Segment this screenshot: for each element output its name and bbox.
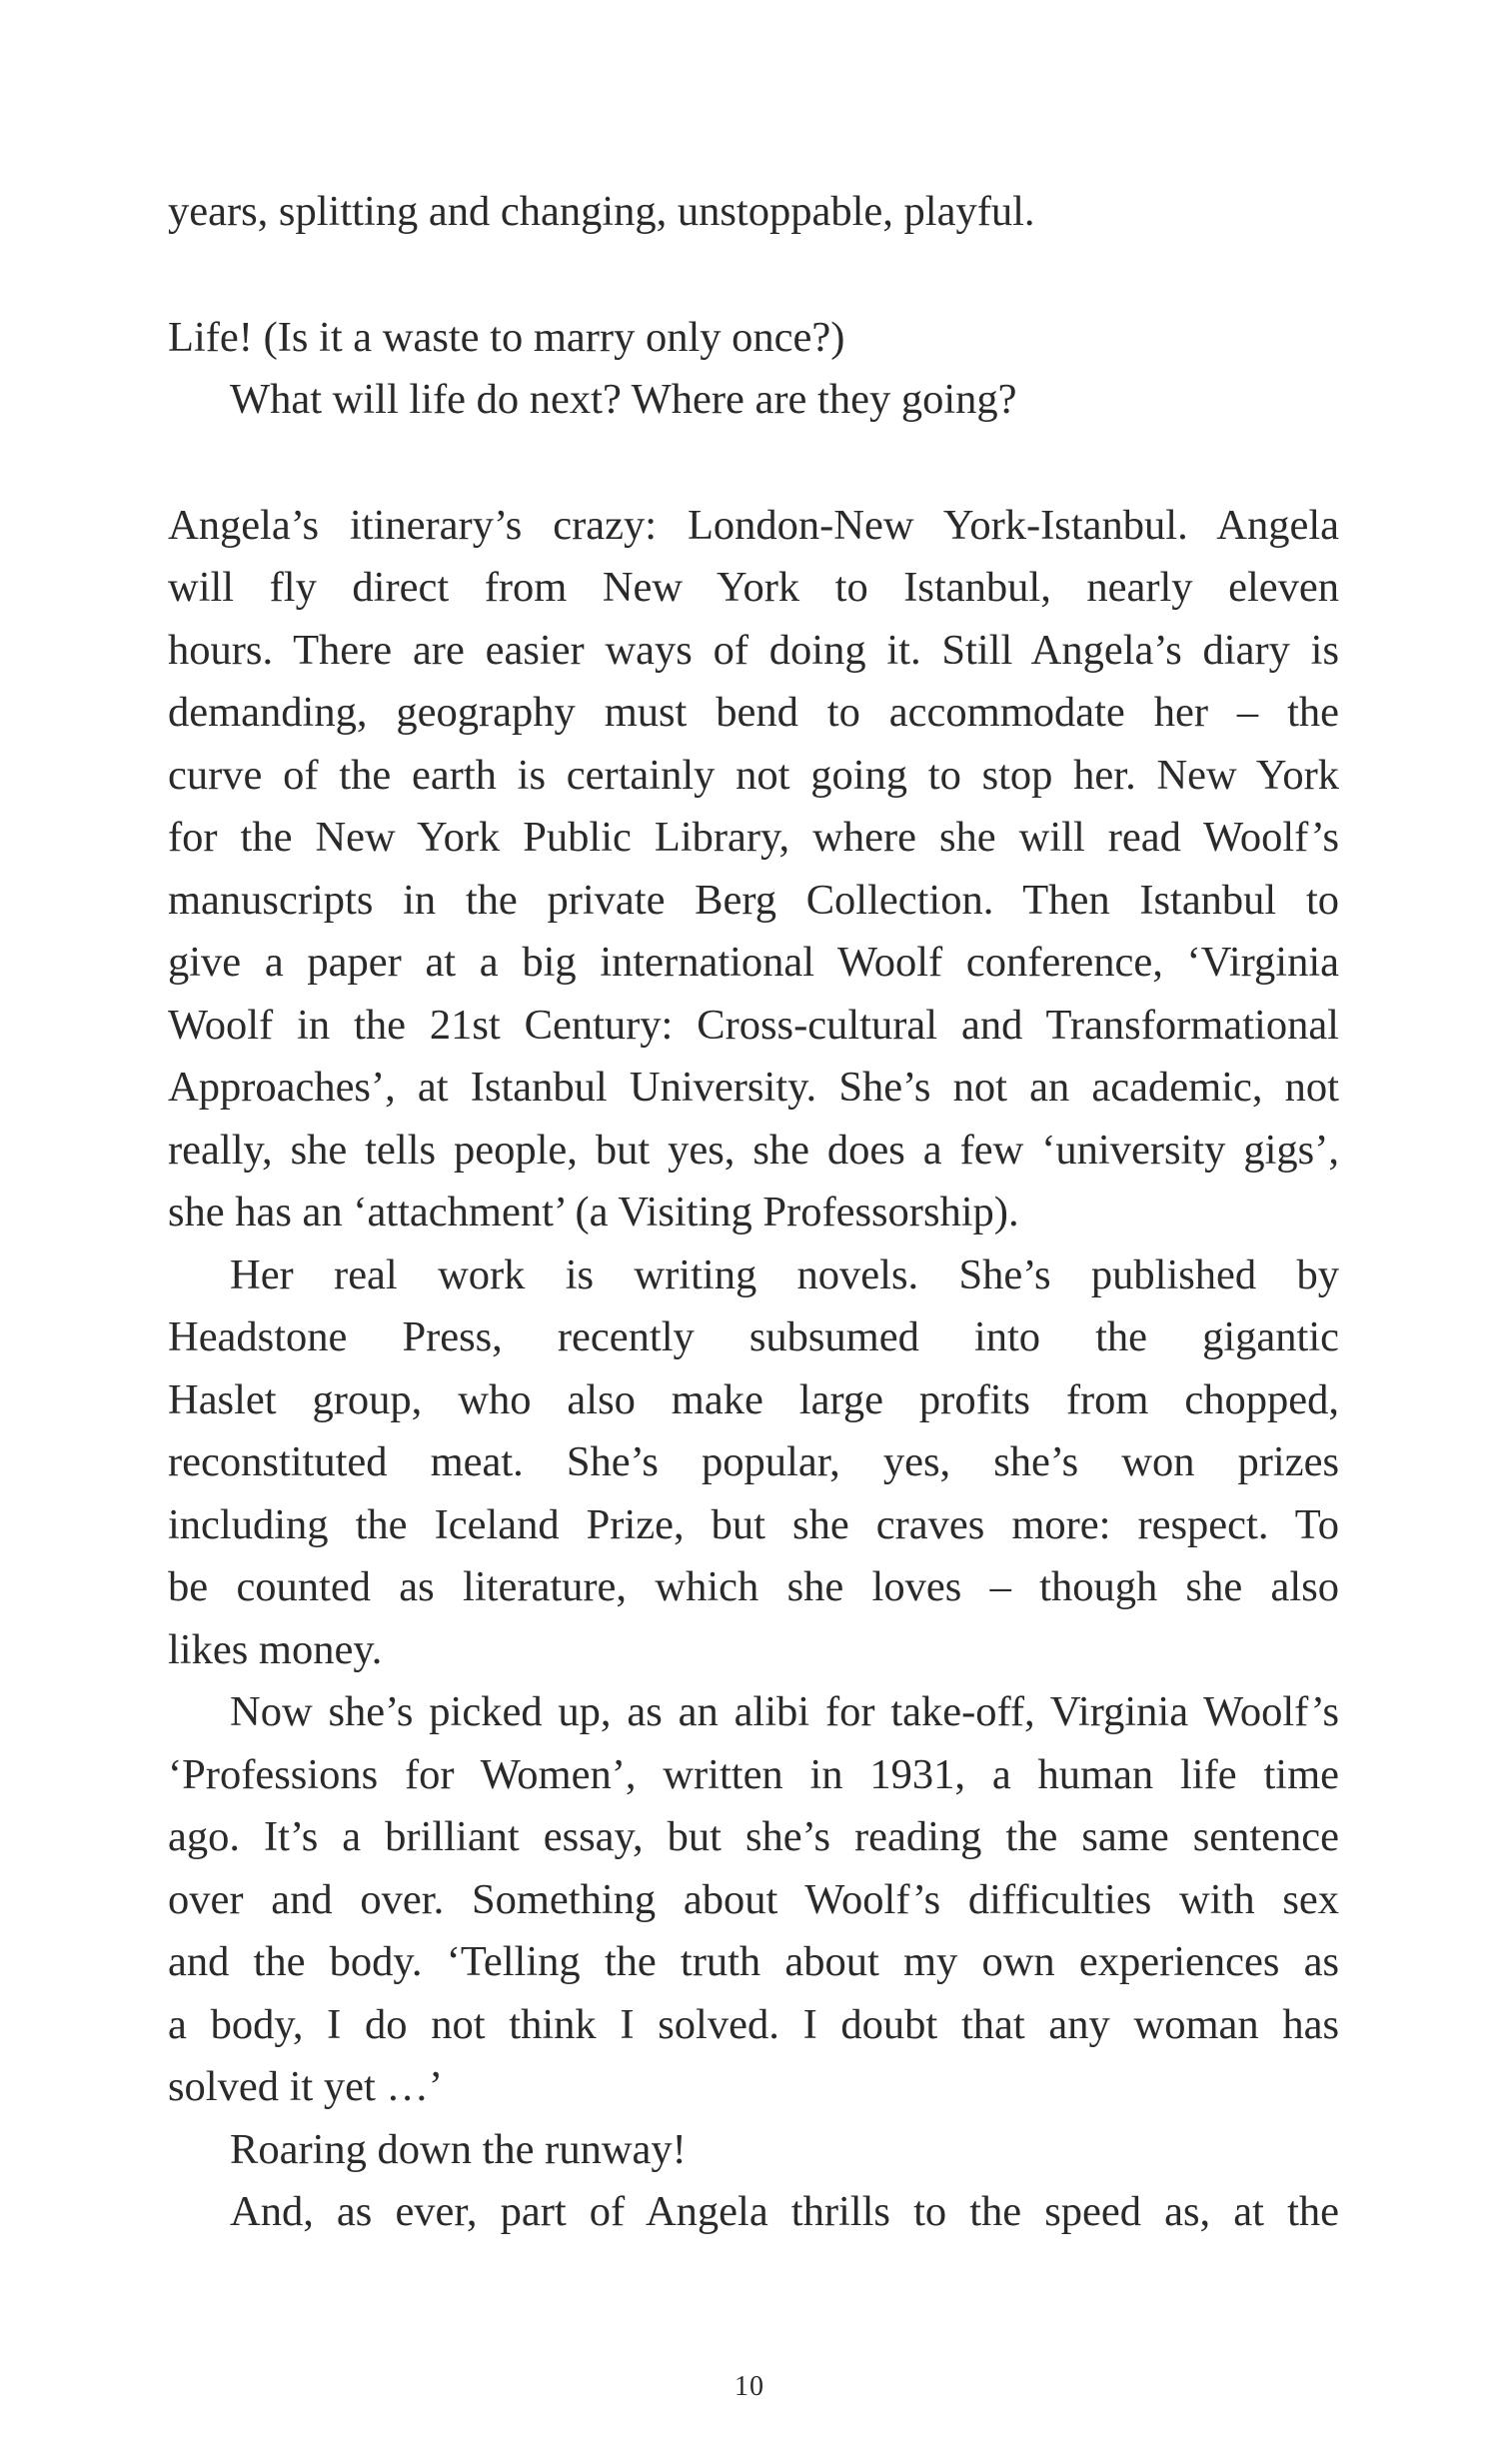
text-line: Woolf in the 21st Century: Cross-cultural and Transformational bbox=[168, 1002, 1339, 1049]
text-line: Approaches’, at Istanbul University. She’s not an academic, not bbox=[168, 1064, 1339, 1111]
text-line: Haslet group, who also make large profits from chopped, bbox=[168, 1376, 1339, 1423]
text-line: Life! (Is it a waste to marry only once?) bbox=[168, 314, 845, 361]
text-line: Headstone Press, recently subsumed into the gigantic bbox=[168, 1313, 1339, 1360]
text-line: ‘Professions for Women’, written in 1931, a human life time bbox=[168, 1751, 1339, 1798]
text-line: years, splitting and changing, unstoppable, playful. bbox=[168, 188, 1035, 235]
page-number: 10 bbox=[735, 2371, 764, 2402]
text-line: and the body. ‘Telling the truth about my own experiences as bbox=[168, 1938, 1339, 1985]
text-line: including the Iceland Prize, but she craves more: respect. To bbox=[168, 1501, 1339, 1548]
text-line: will fly direct from New York to Istanbul, nearly eleven bbox=[168, 564, 1339, 611]
text-line: for the New York Public Library, where she will read Woolf’s bbox=[168, 814, 1339, 861]
text-line: a body, I do not think I solved. I doubt that any woman has bbox=[168, 2001, 1339, 2048]
text-line: she has an ‘attachment’ (a Visiting Professorship). bbox=[168, 1189, 1019, 1235]
text-line: reconstituted meat. She’s popular, yes, she’s won prizes bbox=[168, 1438, 1339, 1485]
text-line: solved it yet …’ bbox=[168, 2063, 444, 2110]
text-line: Angela’s itinerary’s crazy: London-New York-Istanbul. Angela bbox=[168, 502, 1339, 549]
text-line: give a paper at a big international Woolf conference, ‘Virginia bbox=[168, 939, 1339, 986]
text-line: really, she tells people, but yes, she does a few ‘university gigs’, bbox=[168, 1127, 1339, 1174]
text-line: demanding, geography must bend to accommodate her – the bbox=[168, 689, 1339, 736]
text-line: hours. There are easier ways of doing it. Still Angela’s diary is bbox=[168, 627, 1339, 674]
text-line: curve of the earth is certainly not going to stop her. New York bbox=[168, 752, 1339, 799]
text-line: Now she’s picked up, as an alibi for take-off, Virginia Woolf’s bbox=[230, 1688, 1339, 1735]
text-line: Roaring down the runway! bbox=[230, 2126, 687, 2173]
text-line: be counted as literature, which she loves – though she also bbox=[168, 1563, 1339, 1610]
text-line: ago. It’s a brilliant essay, but she’s reading the same sentence bbox=[168, 1813, 1339, 1860]
text-line: likes money. bbox=[168, 1626, 383, 1673]
text-line: over and over. Something about Woolf’s difficulties with sex bbox=[168, 1876, 1339, 1923]
text-line: And, as ever, part of Angela thrills to the speed as, at the bbox=[230, 2188, 1339, 2235]
text-line: manuscripts in the private Berg Collection. Then Istanbul to bbox=[168, 877, 1339, 924]
text-line: Her real work is writing novels. She’s published by bbox=[230, 1251, 1339, 1298]
text-line: What will life do next? Where are they going? bbox=[230, 376, 1017, 423]
